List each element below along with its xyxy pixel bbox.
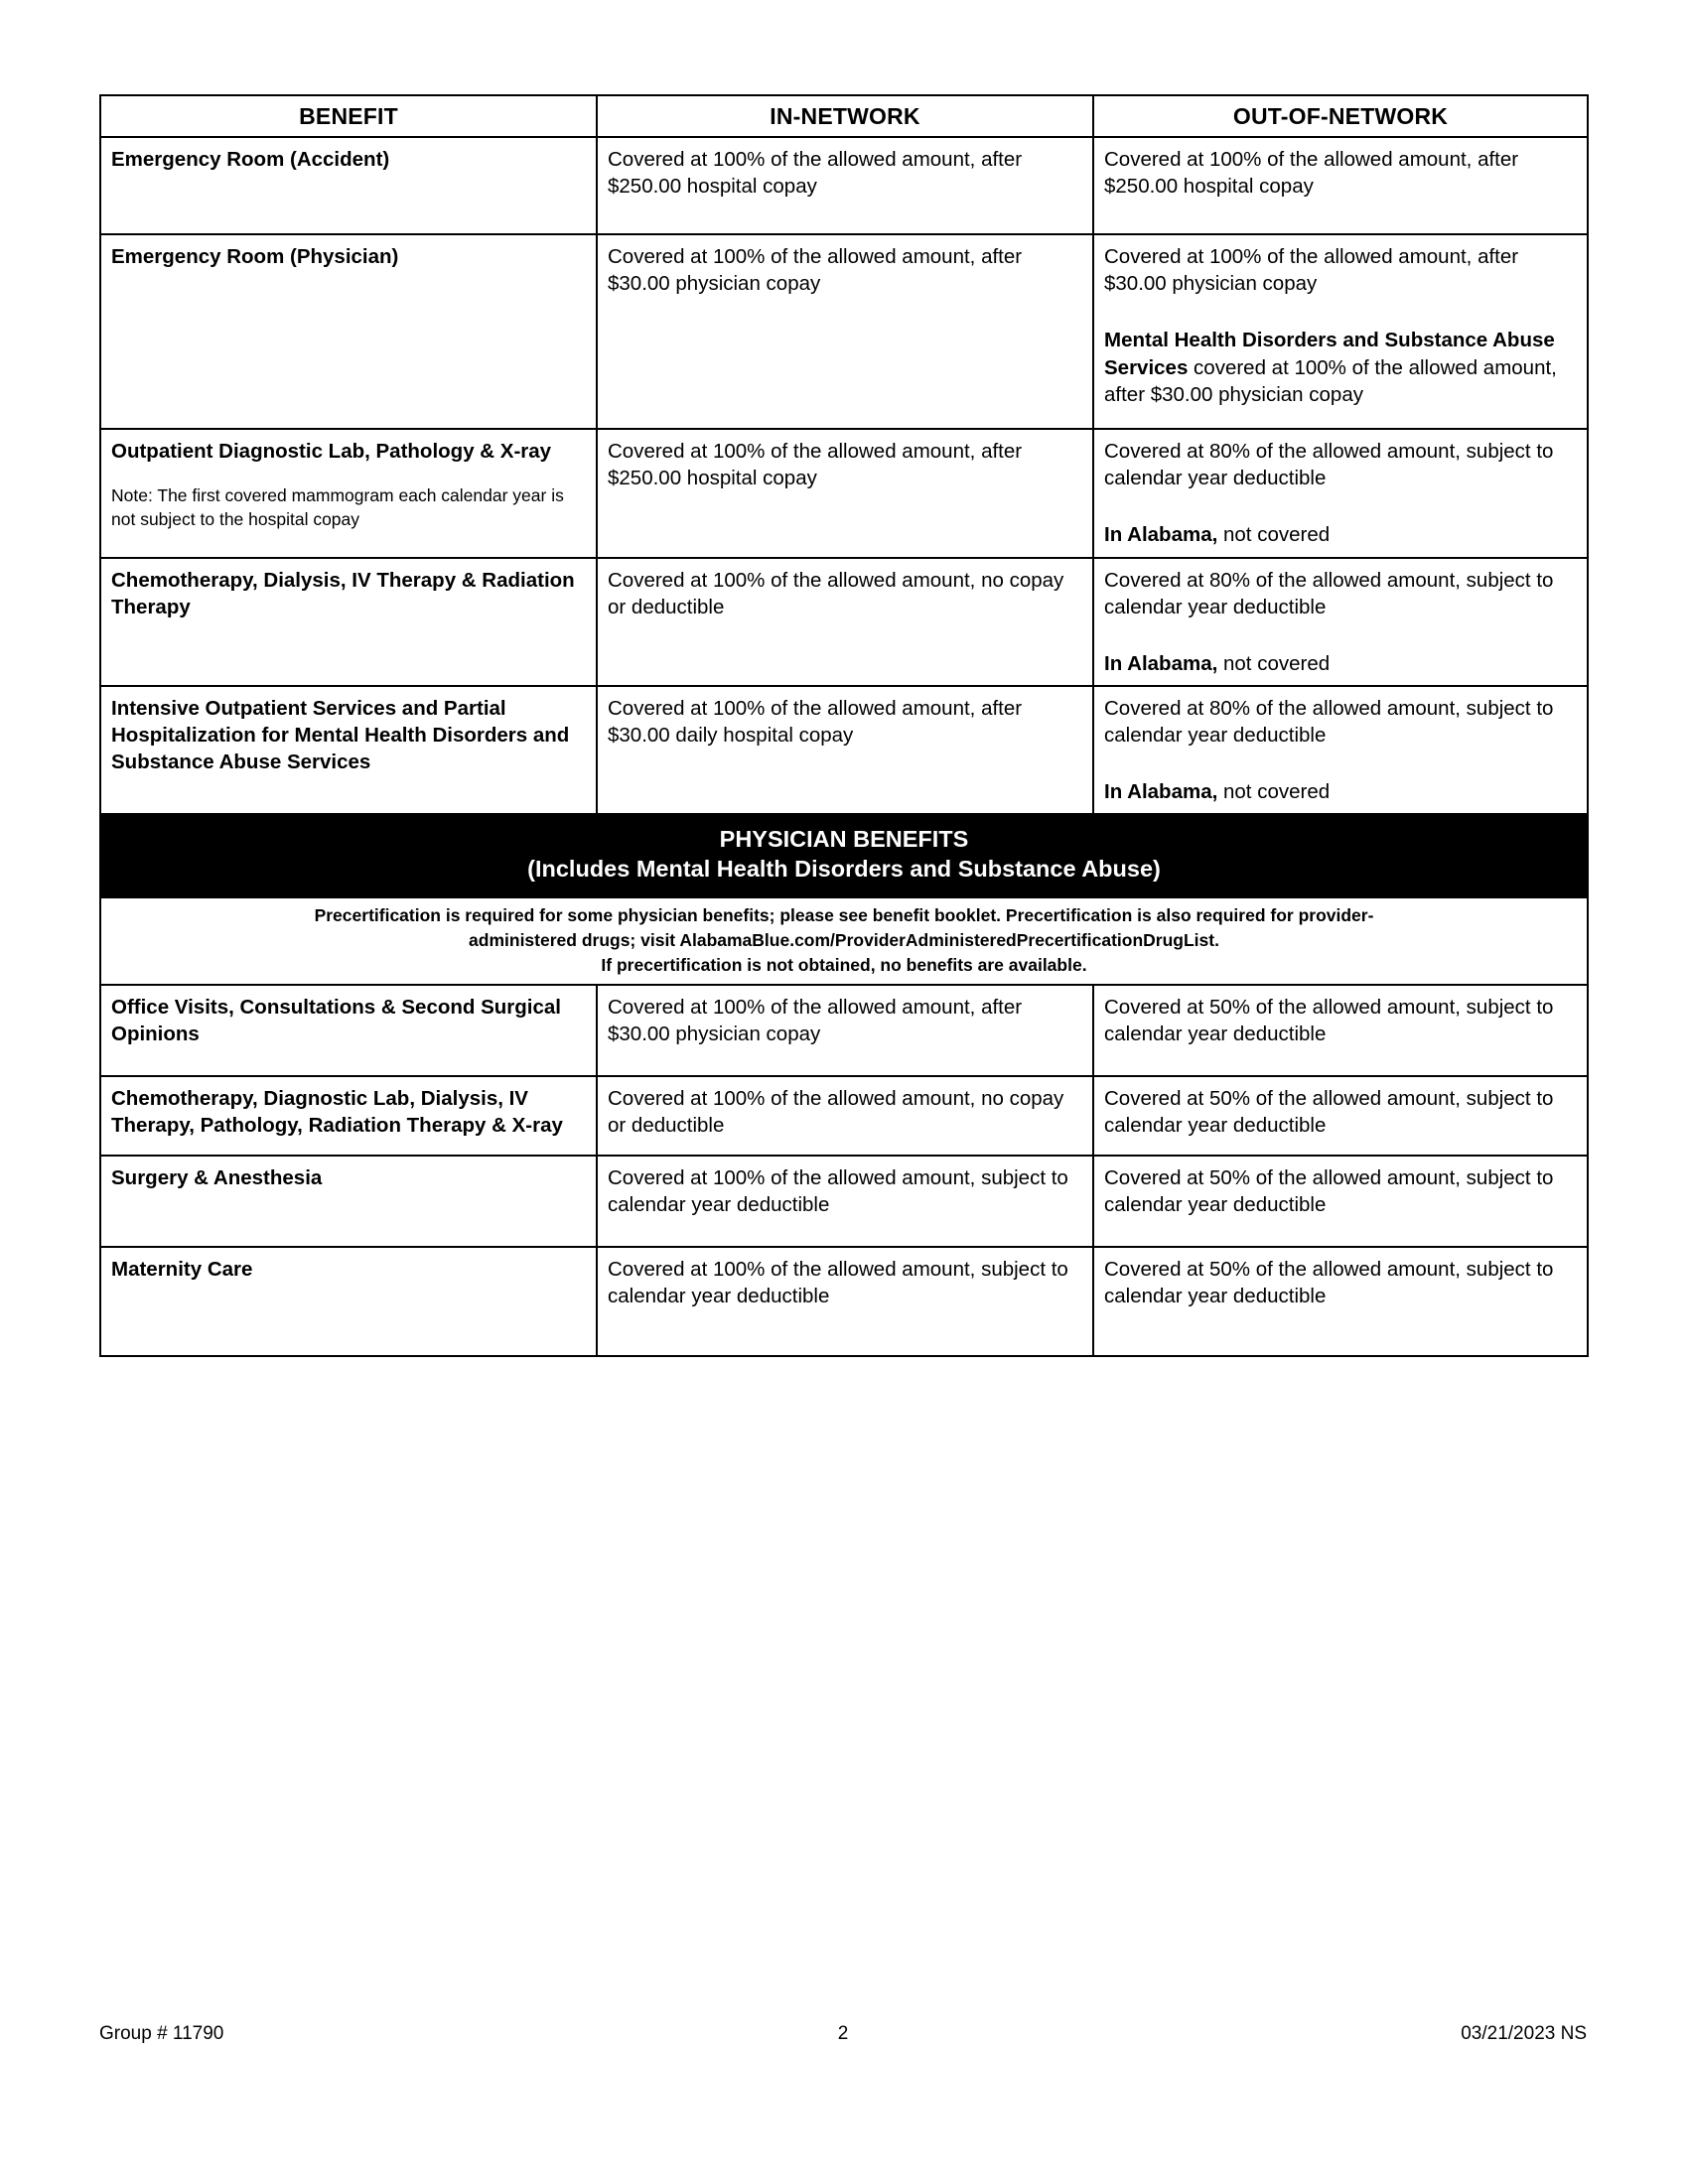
out-of-network-text: Covered at 50% of the allowed amount, subject to calendar year deductible: [1104, 1087, 1554, 1138]
in-network-text: Covered at 100% of the allowed amount, after $250.00 hospital copay: [608, 440, 1023, 490]
table-body: [100, 137, 1588, 1356]
in-network-text: Covered at 100% of the allowed amount, subject to calendar year deductible: [608, 1258, 1068, 1308]
section-banner-subtitle: (Includes Mental Health Disorders and Substance Abuse): [527, 856, 1161, 883]
benefit-label: Emergency Room (Accident): [111, 148, 390, 172]
table-header: [100, 95, 1588, 137]
alabama-emphasis: In Alabama,: [1104, 779, 1218, 803]
benefit-name-cell: [100, 558, 597, 686]
alabama-remainder: not covered: [1217, 779, 1331, 803]
in-network-cell: [597, 1076, 1093, 1156]
out-of-network-alabama-text: [1104, 521, 1577, 548]
benefit-label: Chemotherapy, Dialysis, IV Therapy & Radiation Therapy: [111, 568, 575, 618]
column-header-benefit: BENEFIT: [100, 95, 597, 137]
in-network-text: Covered at 100% of the allowed amount, after $30.00 physician copay: [608, 996, 1023, 1046]
alabama-emphasis: In Alabama,: [1104, 651, 1218, 675]
table-row: [100, 137, 1588, 234]
alabama-remainder: not covered: [1217, 523, 1331, 547]
in-network-cell: [597, 1247, 1093, 1356]
mental-health-emphasis: Mental Health Disorders and Substance Abuse Services: [1104, 329, 1555, 379]
section-banner-physician-benefits: [100, 814, 1588, 897]
benefit-label: Intensive Outpatient Services and Partial Hospitalization for Mental Health Disorders and Substance Abuse Services: [111, 696, 570, 773]
benefit-name-cell: [100, 234, 597, 429]
table-row: [100, 558, 1588, 686]
benefit-name-cell: [100, 1247, 597, 1356]
benefit-note: Note: The first covered mammogram each calendar year is not subject to the hospital copay: [111, 485, 564, 530]
table-row: [100, 985, 1588, 1076]
page-footer: [99, 2023, 1587, 2045]
in-network-text: Covered at 100% of the allowed amount, no copay or deductible: [608, 568, 1064, 618]
out-of-network-cell: [1093, 234, 1588, 429]
benefit-label: Office Visits, Consultations & Second Surgical Opinions: [111, 996, 561, 1046]
out-of-network-text: Covered at 50% of the allowed amount, subject to calendar year deductible: [1104, 996, 1554, 1046]
out-of-network-mental-health-text: [1104, 327, 1577, 407]
out-of-network-cell: [1093, 558, 1588, 686]
in-network-text: Covered at 100% of the allowed amount, no copay or deductible: [608, 1087, 1064, 1138]
in-network-cell: [597, 686, 1093, 814]
in-network-cell: [597, 985, 1093, 1076]
benefit-summary-table: [99, 94, 1589, 1357]
benefit-name-cell: [100, 429, 597, 557]
column-header-out-of-network: OUT-OF-NETWORK: [1093, 95, 1588, 137]
benefit-name-cell: [100, 686, 597, 814]
out-of-network-alabama-text: [1104, 650, 1577, 677]
in-network-cell: [597, 234, 1093, 429]
in-network-cell: [597, 558, 1093, 686]
benefit-label: Maternity Care: [111, 1258, 253, 1282]
table-header-row: [100, 95, 1588, 137]
benefit-label: Emergency Room (Physician): [111, 245, 399, 269]
alabama-remainder: not covered: [1217, 651, 1331, 675]
precertification-notice-row: [100, 897, 1588, 985]
precertification-line-1: Precertification is required for some physician benefits; please see benefit booklet. Precertification is also required for provider-: [314, 905, 1374, 926]
table-row: [100, 1156, 1588, 1247]
out-of-network-text: Covered at 100% of the allowed amount, after $250.00 hospital copay: [1104, 148, 1519, 199]
out-of-network-text: Covered at 100% of the allowed amount, after $30.00 physician copay: [1104, 245, 1519, 296]
section-banner-cell: [100, 814, 1588, 897]
benefit-name-cell: [100, 1076, 597, 1156]
precertification-notice-cell: [100, 897, 1588, 985]
out-of-network-cell: [1093, 137, 1588, 234]
mental-health-remainder: covered at 100% of the allowed amount, after $30.00 physician copay: [1104, 355, 1557, 406]
out-of-network-text: Covered at 50% of the allowed amount, subject to calendar year deductible: [1104, 1166, 1554, 1217]
table-row: [100, 1247, 1588, 1356]
out-of-network-text: Covered at 80% of the allowed amount, subject to calendar year deductible: [1104, 696, 1554, 747]
section-banner-title: PHYSICIAN BENEFITS: [719, 825, 969, 852]
precertification-line-2: administered drugs; visit AlabamaBlue.com/ProviderAdministeredPrecertificationDrugList.: [469, 930, 1219, 951]
out-of-network-cell: [1093, 1076, 1588, 1156]
out-of-network-cell: [1093, 1156, 1588, 1247]
alabama-emphasis: In Alabama,: [1104, 523, 1218, 547]
benefit-label: Surgery & Anesthesia: [111, 1166, 323, 1190]
out-of-network-cell: [1093, 429, 1588, 557]
table-row: [100, 686, 1588, 814]
column-header-in-network: IN-NETWORK: [597, 95, 1093, 137]
in-network-cell: [597, 1156, 1093, 1247]
table-row: [100, 429, 1588, 557]
table-row: [100, 1076, 1588, 1156]
in-network-text: Covered at 100% of the allowed amount, subject to calendar year deductible: [608, 1166, 1068, 1217]
footer-revision-date: 03/21/2023 NS: [1461, 2023, 1587, 2044]
table-row: [100, 234, 1588, 429]
in-network-text: Covered at 100% of the allowed amount, after $30.00 physician copay: [608, 245, 1023, 296]
in-network-cell: [597, 429, 1093, 557]
out-of-network-cell: [1093, 985, 1588, 1076]
in-network-cell: [597, 137, 1093, 234]
out-of-network-text: Covered at 80% of the allowed amount, subject to calendar year deductible: [1104, 440, 1554, 490]
benefit-label: Chemotherapy, Diagnostic Lab, Dialysis, IV Therapy, Pathology, Radiation Therapy & X-ray: [111, 1087, 563, 1138]
in-network-text: Covered at 100% of the allowed amount, after $30.00 daily hospital copay: [608, 696, 1023, 747]
benefit-label: Outpatient Diagnostic Lab, Pathology & X-ray: [111, 440, 552, 464]
out-of-network-cell: [1093, 1247, 1588, 1356]
benefit-name-cell: [100, 1156, 597, 1247]
out-of-network-text: Covered at 80% of the allowed amount, subject to calendar year deductible: [1104, 568, 1554, 618]
benefit-name-cell: [100, 985, 597, 1076]
out-of-network-text: Covered at 50% of the allowed amount, subject to calendar year deductible: [1104, 1258, 1554, 1308]
footer-page-number: 2: [837, 2023, 849, 2044]
out-of-network-alabama-text: [1104, 778, 1577, 805]
precertification-line-3: If precertification is not obtained, no benefits are available.: [601, 955, 1087, 976]
in-network-text: Covered at 100% of the allowed amount, after $250.00 hospital copay: [608, 148, 1023, 199]
out-of-network-cell: [1093, 686, 1588, 814]
benefit-name-cell: [100, 137, 597, 234]
footer-group-number: Group # 11790: [99, 2023, 224, 2044]
